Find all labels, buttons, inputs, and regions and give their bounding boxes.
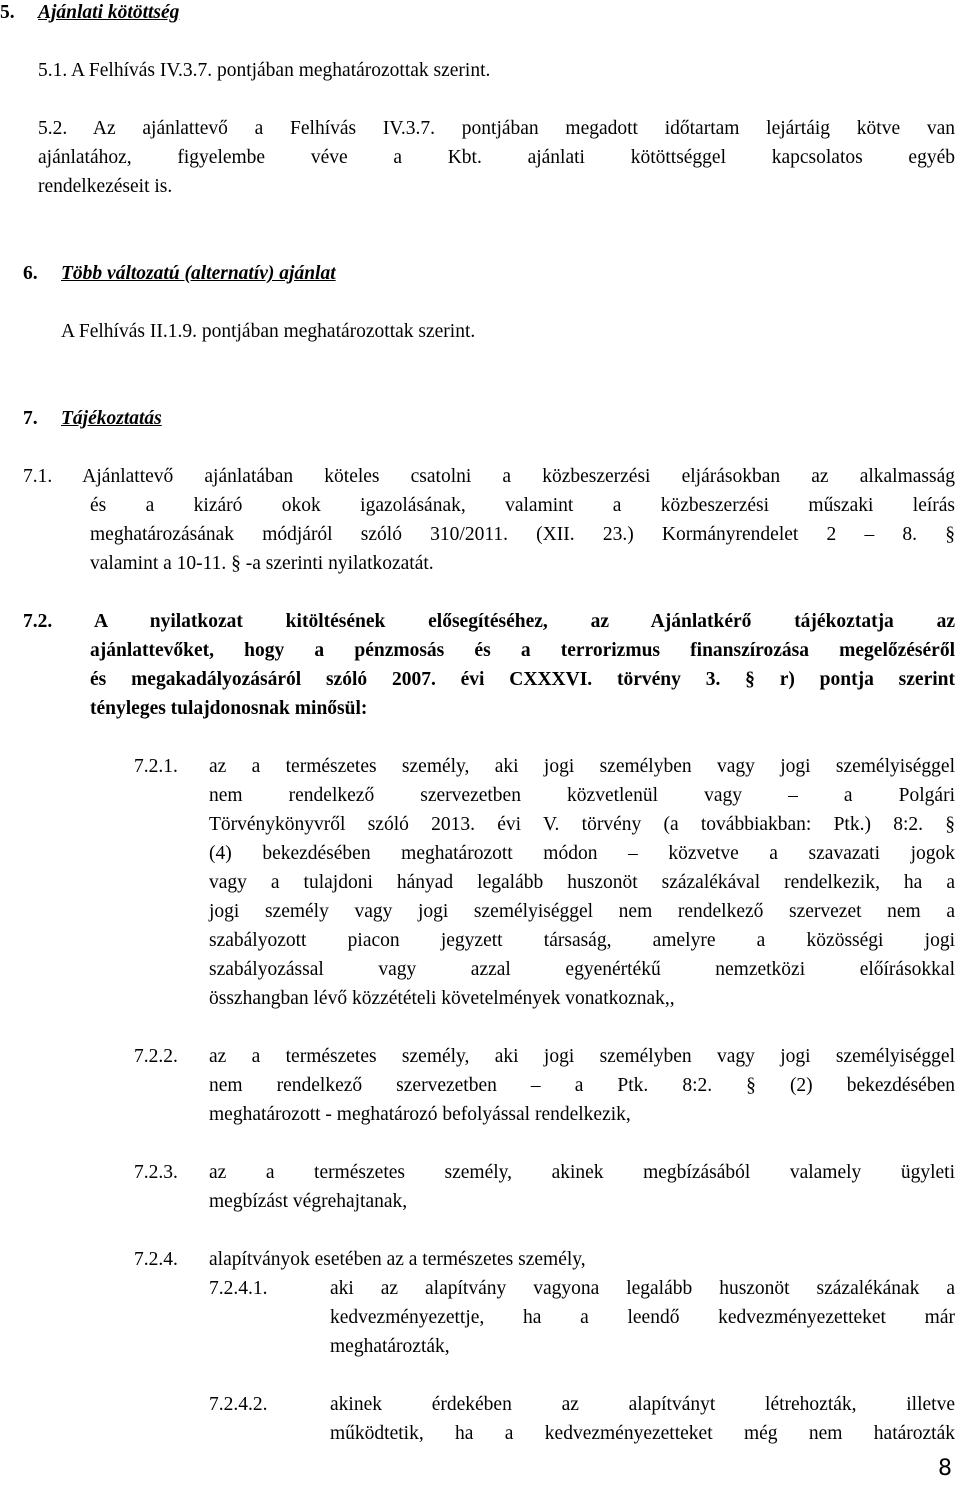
paragraph-5-2-line-3: rendelkezéseit is. — [38, 176, 173, 197]
item-7-2-1-line-2: nem rendelkező szervezetben közvetlenül vagy – a Polgári — [209, 785, 955, 806]
item-7-2-1-line-3: Törvénykönyvről szóló 2013. évi V. törvény (a továbbiakban: Ptk.) 8:2. § — [209, 814, 955, 835]
item-7-2-1-line-7: szabályozott piacon jegyzett társaság, amelyre a közösségi jogi — [209, 930, 955, 951]
section-6-number: 6. — [23, 263, 38, 284]
paragraph-5-2-line-2: ajánlatához, figyelembe véve a Kbt. ajánlati kötöttséggel kapcsolatos egyéb — [38, 147, 955, 168]
paragraph-7-2-line-1: 7.2. A nyilatkozat kitöltésének elősegítéséhez, az Ajánlatkérő tájékoztatja az — [23, 611, 955, 632]
paragraph-7-2-line-4: tényleges tulajdonosnak minősül: — [90, 698, 368, 719]
paragraph-7-1-line-2: és a kizáró okok igazolásának, valamint a közbeszerzési műszaki leírás — [90, 495, 955, 516]
section-5-number: 5. — [0, 2, 15, 23]
section-5-heading — [0, 0, 179, 26]
paragraph-5-2-line-1: 5.2. Az ajánlattevő a Felhívás IV.3.7. pontjában megadott időtartam lejártáig kötve van — [38, 118, 955, 139]
item-7-2-1-number: 7.2.1. — [134, 756, 178, 777]
section-7-heading — [23, 406, 162, 432]
item-7-2-1-line-1: az a természetes személy, aki jogi személyben vagy jogi személyiséggel — [209, 756, 955, 777]
item-7-2-4-2-line-2: működtetik, ha a kedvezményezetteket még nem határozták — [330, 1423, 955, 1444]
item-7-2-2-line-2: nem rendelkező szervezetben – a Ptk. 8:2. § (2) bekezdésében — [209, 1075, 955, 1096]
paragraph-5-1: 5.1. A Felhívás IV.3.7. pontjában meghatározottak szerint. — [38, 60, 491, 81]
section-6-title: Több változatú (alternatív) ajánlat — [61, 263, 336, 284]
item-7-2-4-1-line-3: meghatározták, — [330, 1336, 450, 1357]
paragraph-7-1-line-4: valamint a 10-11. § -a szerinti nyilatkozatát. — [90, 553, 434, 574]
item-7-2-4-2-line-1: akinek érdekében az alapítványt létrehozták, illetve — [330, 1394, 955, 1415]
item-7-2-1-line-5: vagy a tulajdoni hányad legalább huszonöt százalékával rendelkezik, ha a — [209, 872, 955, 893]
section-5-title: Ajánlati kötöttség — [38, 2, 180, 23]
item-7-2-3-line-1: az a természetes személy, akinek megbízásából valamely ügyleti — [209, 1162, 955, 1183]
item-7-2-4-1-line-2: kedvezményezettje, ha a leendő kedvezményezetteket már — [330, 1307, 955, 1328]
item-7-2-2-line-1: az a természetes személy, aki jogi személyben vagy jogi személyiséggel — [209, 1046, 955, 1067]
item-7-2-1-line-4: (4) bekezdésében meghatározott módon – közvetve a szavazati jogok — [209, 843, 955, 864]
item-7-2-3-number: 7.2.3. — [134, 1162, 178, 1183]
section-7-number: 7. — [23, 408, 38, 429]
item-7-2-4-2-number: 7.2.4.2. — [209, 1394, 268, 1415]
item-7-2-4-1-number: 7.2.4.1. — [209, 1278, 268, 1299]
paragraph-6: A Felhívás II.1.9. pontjában meghatározottak szerint. — [61, 321, 476, 342]
item-7-2-2-line-3: meghatározott - meghatározó befolyással rendelkezik, — [209, 1104, 631, 1125]
section-7-title: Tájékoztatás — [61, 408, 162, 429]
item-7-2-2-number: 7.2.2. — [134, 1046, 178, 1067]
paragraph-7-2-line-2: ajánlattevőket, hogy a pénzmosás és a terrorizmus finanszírozása megelőzéséről — [90, 640, 955, 661]
section-6-heading — [23, 261, 336, 287]
item-7-2-1-line-8: szabályozással vagy azzal egyenértékű nemzetközi előírásokkal — [209, 959, 955, 980]
item-7-2-3-line-2: megbízást végrehajtanak, — [209, 1191, 408, 1212]
paragraph-7-1-line-1: 7.1. Ajánlattevő ajánlatában köteles csatolni a közbeszerzési eljárásokban az alkalmasság — [23, 466, 955, 487]
paragraph-7-2-line-3: és megakadályozásáról szóló 2007. évi CXXXVI. törvény 3. § r) pontja szerint — [90, 669, 955, 690]
page-number: 8 — [938, 1456, 952, 1481]
item-7-2-4-number: 7.2.4. — [134, 1249, 178, 1270]
item-7-2-1-line-6: jogi személy vagy jogi személyiséggel nem rendelkező szervezet nem a — [209, 901, 955, 922]
item-7-2-1-line-9: összhangban lévő közzétételi követelmények vonatkoznak,, — [209, 988, 675, 1009]
item-7-2-4-1-line-1: aki az alapítvány vagyona legalább huszonöt százalékának a — [330, 1278, 955, 1299]
paragraph-7-1-line-3: meghatározásának módjáról szóló 310/2011. (XII. 23.) Kormányrendelet 2 – 8. § — [90, 524, 955, 545]
item-7-2-4-line-1: alapítványok esetében az a természetes személy, — [209, 1249, 586, 1270]
